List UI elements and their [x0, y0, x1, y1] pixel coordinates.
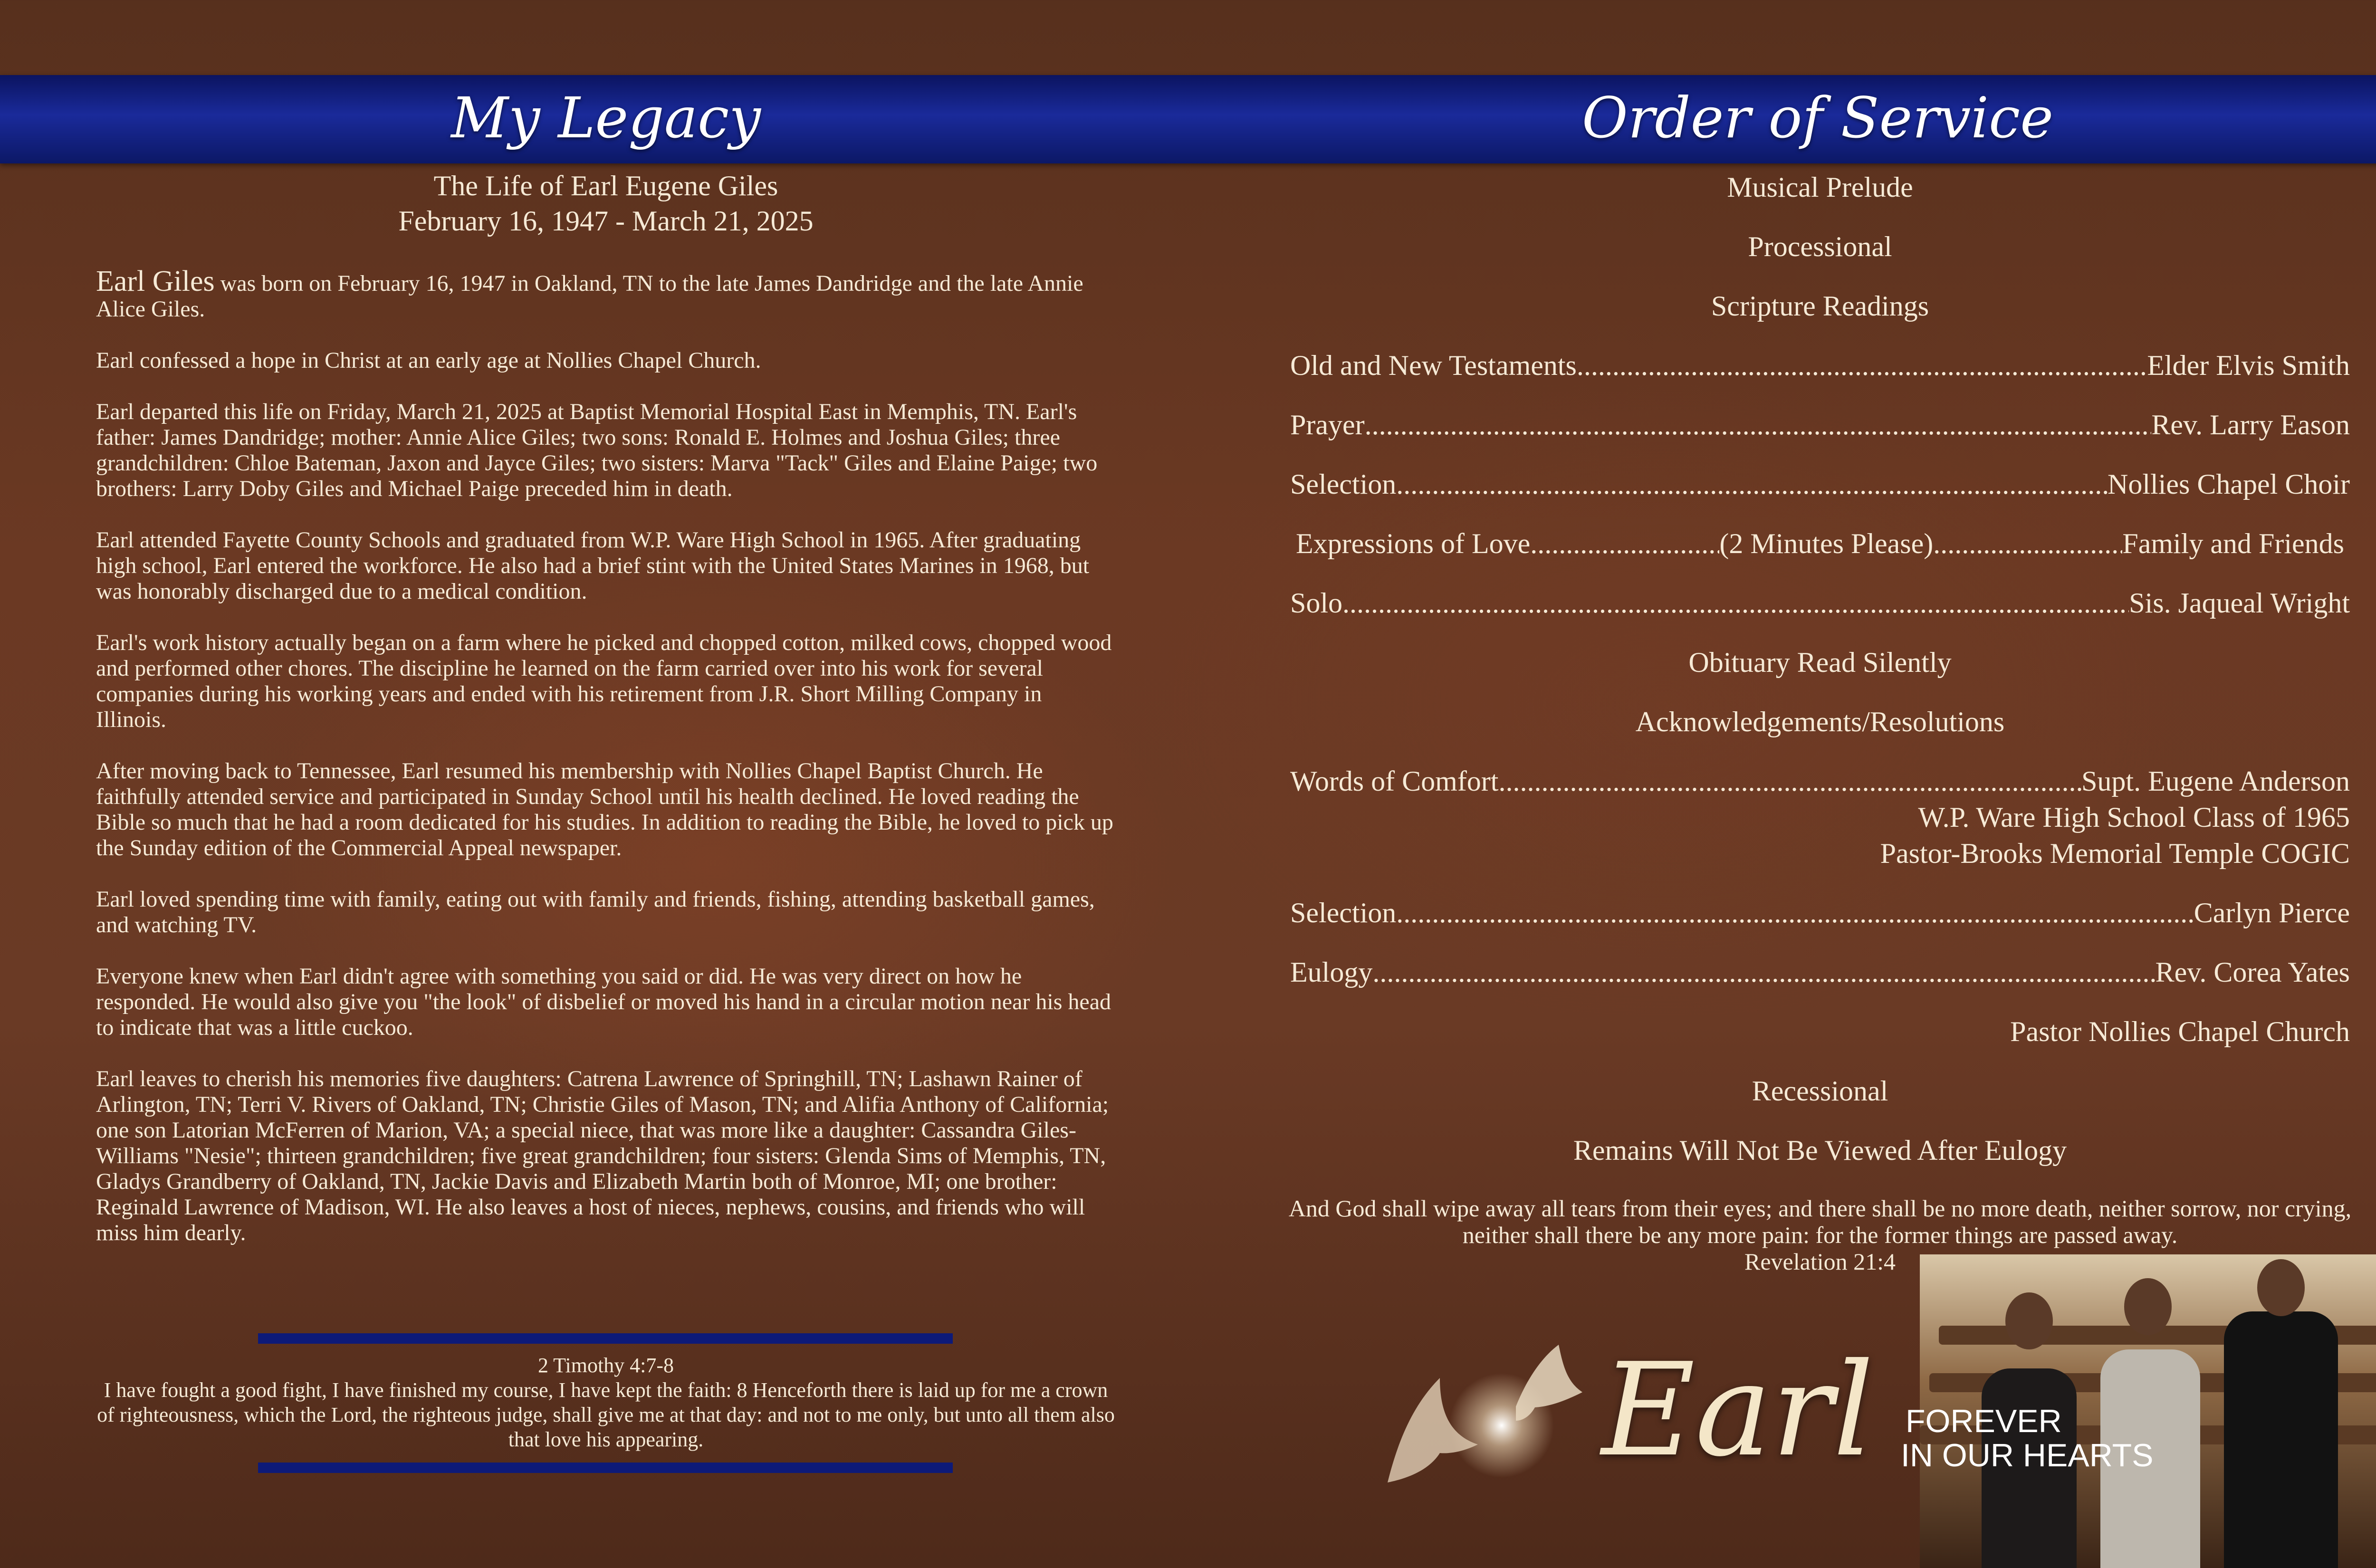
program-item [1290, 526, 2350, 586]
scripture-readings: Scripture Readings [1711, 290, 1929, 322]
tribute-name: Earl [1601, 1335, 1874, 1485]
obituary-paragraph: Earl attended Fayette County Schools and graduated from W.P. Ware High School in 1965. After graduating high school, Earl entered the workforce. He also had a brief stint with the United States Marines in 1968, but was honorably discharged due to a medical condition. [96, 527, 1090, 604]
musical-prelude: Musical Prelude [1727, 172, 1913, 203]
obituary-paragraph: Earl's work history actually began on a farm where he picked and chopped cotton, milked cows, chopped wood and performed other chores. The discipline he learned on the farm carried over into his work for several companies during his working years and ended with his retirement from J.R. Short Milling Company in Illinois. [96, 630, 1112, 732]
scripture-verse [95, 1353, 1117, 1452]
obituary-paragraph: Everyone knew when Earl didn't agree with something you said or did. He was very direct on how he responded. He would also give you "the look" of disbelief or moved his hand in a circular motion near his head to indicate that was a little cuckoo. [96, 964, 1111, 1040]
doves-icon [1359, 1326, 1606, 1506]
leader-dots [1577, 348, 2147, 382]
verse-text: I have fought a good fight, I have finished my course, I have kept the faith: 8 Henceforth there is laid up for me a crown of righteousness, which the Lord, the righteous judge, shall give me at that day: and not to me only, but unto all them also that love his appearing. [97, 1378, 1115, 1451]
obituary-text [96, 265, 1118, 1272]
order-list [1290, 170, 2350, 1193]
program-item [1290, 586, 2350, 645]
speaker-affiliation: W.P. Ware High School Class of 1965 [1918, 802, 2350, 833]
program-item-person: Sis. Jaqueal Wright [2129, 587, 2350, 619]
leader-dots [1396, 467, 2108, 501]
obituary-paragraph-text: was born on February 16, 1947 in Oakland, TN to the late James Dandridge and the late Annie Alice Giles. [96, 271, 1083, 322]
verse-divider-top [258, 1333, 953, 1344]
person-head [2124, 1278, 2172, 1335]
obituary-paragraph: Earl loved spending time with family, eating out with family and friends, fishing, attending basketball games, and watching TV. [96, 887, 1095, 937]
leader-dots [1365, 408, 2152, 442]
program-item-person: Family and Friends [2122, 528, 2344, 559]
obituary-paragraph: After moving back to Tennessee, Earl resumed his membership with Nollies Chapel Baptist Church. He faithfully attended service and participated in Sunday School until his health declined. He loved reading the Bible so much that he had a room dedicated for his studies. In addition to reading the Bible, he loved to pick up the Sunday edition of the Commercial Appeal newspaper. [96, 758, 1113, 860]
speaker-affiliation: Pastor Nollies Chapel Church [2010, 1016, 2350, 1047]
tribute-line1: FOREVER [1906, 1403, 2062, 1439]
processional: Processional [1748, 231, 1892, 262]
verse-divider-bottom [258, 1463, 953, 1473]
leader-dots [1396, 896, 2194, 930]
program-item-label: Selection [1290, 468, 1397, 500]
recessional: Recessional [1752, 1075, 1888, 1107]
closing-verse-text: And God shall wipe away all tears from their eyes; and there shall be no more death, neither sorrow, nor crying, neither shall there be any more pain: for the former things are passed away. [1288, 1195, 2352, 1248]
remains-notice: Remains Will Not Be Viewed After Eulogy [1573, 1135, 2067, 1166]
program-item [1290, 348, 2350, 408]
program-item-person: Rev. Corea Yates [2155, 956, 2350, 988]
program-item-person: Carlyn Pierce [2194, 897, 2350, 928]
leader-dots [1498, 764, 2081, 798]
obituary-paragraph [96, 265, 1118, 322]
program-item-person: Supt. Eugene Anderson [2081, 765, 2350, 797]
obituary-paragraph: Earl departed this life on Friday, March 21, 2025 at Baptist Memorial Hospital East in Memphis, TN. Earl's father: James Dandridge; mother: Annie Alice Giles; two sons: Ronald E. Holmes and Joshua Giles; three grandchildren: Chloe Bateman, Jaxon and Jayce Giles; two sisters: Marva "Tack" Giles and Elaine Paige; two brothers: Larry Doby Giles and Michael Paige preceded him in death. [96, 399, 1098, 501]
obituary-paragraph: Earl leaves to cherish his memories five daughters: Catrena Lawrence of Springhill, TN; Lashawn Rainer of Arlington, TN; Terri V. Rivers of Oakland, TN; Christie Giles of Mason, TN; and Alifia Anthony of California; one son Latorian McFerren of Marion, VA; a special niece, that was more like a daughter: Cassandra Giles-Williams "Nesie"; thirteen grandchildren; five great grandchildren; four sisters: Glenda Sims of Memphis, TN, Gladys Grandberry of Oakland, TN, Jackie Davis and Elizabeth Martin both of Monroe, MI; one brother: Reginald Lawrence of Madison, WI. He also leaves a host of nieces, nephews, cousins, and friends who will miss him dearly. [96, 1066, 1109, 1245]
person-head [2257, 1259, 2305, 1316]
leader-dots [1372, 955, 2155, 989]
life-dates: February 16, 1947 - March 21, 2025 [398, 205, 814, 237]
deceased-name: Earl Giles [96, 265, 215, 297]
program-item [1290, 955, 2350, 1014]
leader-dots [1530, 526, 1719, 561]
program-item [1290, 467, 2350, 526]
program-item-person: Rev. Larry Eason [2151, 409, 2350, 440]
obituary-read-silently: Obituary Read Silently [1688, 647, 1952, 678]
life-title: The Life of Earl Eugene Giles [433, 170, 778, 201]
tribute-line2: IN OUR HEARTS [1901, 1437, 2154, 1473]
program-item-person: Nollies Chapel Choir [2108, 468, 2350, 500]
order-of-service-title: Order of Service [1581, 85, 2054, 151]
program-item-label: Old and New Testaments [1290, 350, 1577, 381]
program-item [1290, 896, 2350, 955]
program-item-label: Eulogy [1290, 956, 1373, 988]
program-item-note: (2 Minutes Please) [1719, 528, 1934, 559]
person-head [2005, 1292, 2053, 1349]
program-item-label: Expressions of Love [1296, 528, 1531, 559]
program-item-person: Elder Elvis Smith [2147, 350, 2350, 381]
program-item-label: Solo [1290, 587, 1343, 619]
program-item-label: Words of Comfort [1290, 765, 1499, 797]
leader-dots [1933, 526, 2122, 561]
leader-dots [1342, 586, 2129, 620]
program-item-label: Prayer [1290, 409, 1365, 440]
program-item-label: Selection [1290, 897, 1397, 928]
verse-reference: 2 Timothy 4:7-8 [537, 1354, 674, 1377]
obituary-paragraph: Earl confessed a hope in Christ at an early age at Nollies Chapel Church. [96, 348, 761, 373]
acknowledgements: Acknowledgements/Resolutions [1635, 706, 2005, 737]
legacy-title: My Legacy [451, 85, 761, 151]
person-figure [2224, 1311, 2338, 1568]
speaker-affiliation: Pastor-Brooks Memorial Temple COGIC [1880, 838, 2350, 869]
tribute-slogan [1901, 1404, 2153, 1472]
program-item [1290, 408, 2350, 467]
program-item [1290, 764, 2350, 800]
closing-verse-reference: Revelation 21:4 [1744, 1248, 1896, 1275]
